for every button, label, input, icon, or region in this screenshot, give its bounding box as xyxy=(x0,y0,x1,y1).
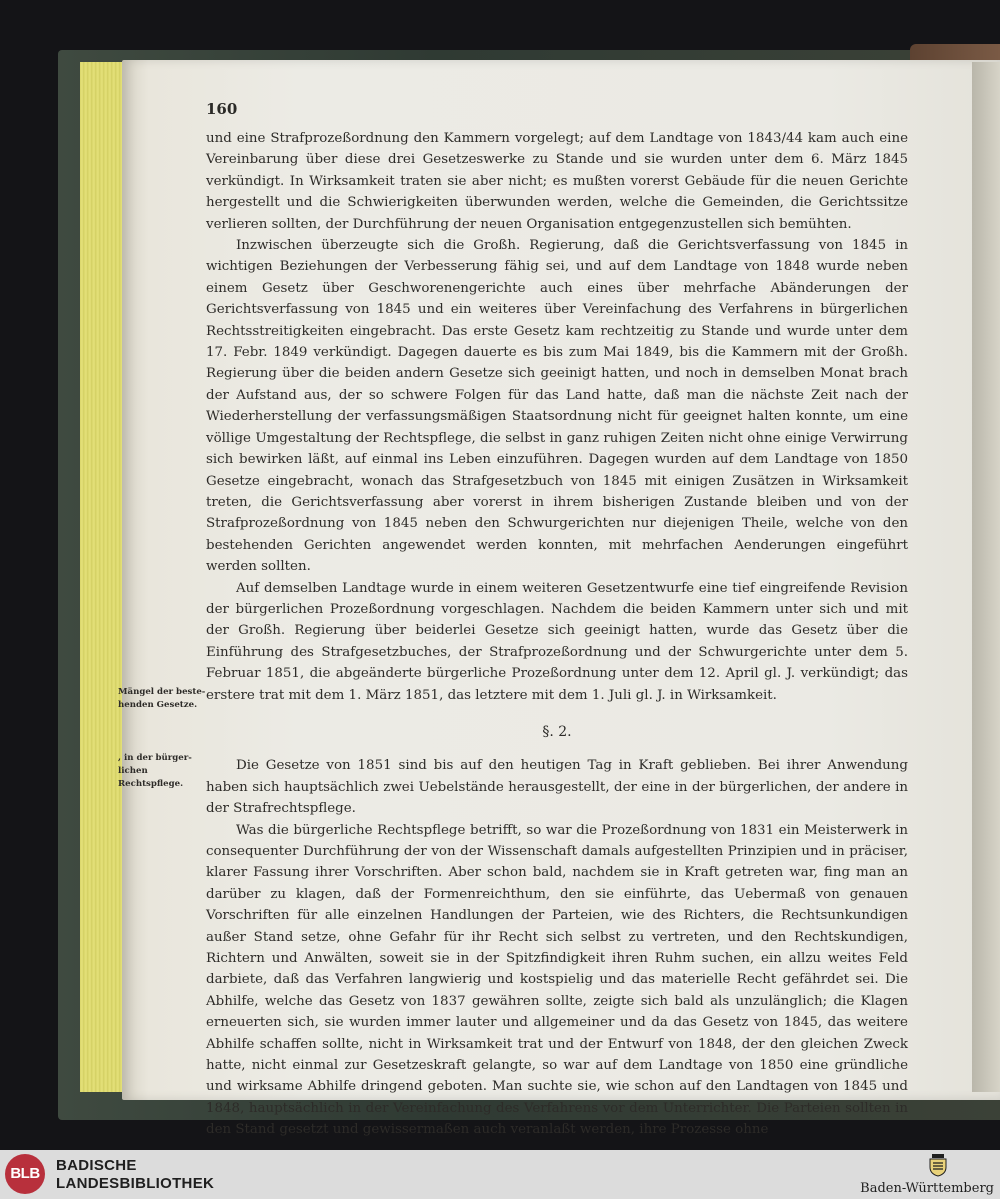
marginal-note-line: henden Gesetze. xyxy=(118,700,198,710)
state-name[interactable]: Baden-Württemberg xyxy=(860,1181,994,1196)
marginal-note-line: lichen Rechtspflege. xyxy=(118,766,184,789)
state-crest-icon xyxy=(924,1153,952,1177)
viewer-footer xyxy=(0,1150,1000,1199)
library-name[interactable] xyxy=(56,1157,214,1193)
page-number: 160 xyxy=(206,100,238,118)
paragraph: Die Gesetze von 1851 sind bis auf den heutigen Tag in Kraft geblieben. Bei ihrer Anwendung haben sich hauptsächlich zwei Uebelstände herausgestellt, der eine in der bürgerlichen, der andere in der Strafrechtspflege. xyxy=(206,758,908,817)
page-body xyxy=(206,128,908,1141)
paragraph: Inzwischen überzeugte sich die Großh. Regierung, daß die Gerichtsverfassung von 1845 in wichtigen Beziehungen der Verbesserung fähig sei, und auf dem Landtage von 1848 wurde neben einem Gesetz über Geschworenengerichte auch eines über mehrfache Abänderungen der Gerichtsverfassung von 1845 und ein weiteres über Vereinfachung des Verfahrens in bürgerlichen Rechtsstreitigkeiten eingebracht. Das erste Gesetz kam rechtzeitig zu Stande und wurde unter dem 17. Febr. 1849 verkündigt. Dagegen dauerte es bis zum Mai 1849, bis die Kammern mit der Großh. Regierung über die beiden andern Gesetze sich geeinigt hatten, und noch in demselben Monat brach der Aufstand aus, der so schwere Folgen für das Land hatte, daß man die nächste Zeit nach der Wiederherstellung der verfassungsmäßigen Staatsordnung nicht für geeignet halten konnte, um eine völlige Umgestaltung der Rechtspflege, die selbst in ganz ruhigen Zeiten nicht ohne einige Verwirrung sich bewirken läßt, auf einmal ins Leben einzuführen. Dagegen wurden auf dem Landtage von 1850 Gesetze eingebracht, wonach das Strafgesetzbuch von 1845 mit einigen Zusätzen in Wirksamkeit treten, die Gerichtsverfassung aber vorerst in ihrem bisherigen Zustande bleiben und von der Strafprozeßordnung von 1845 neben den Schwurgerichten nur diejenigen Theile, welche von den bestehenden Gerichten angewendet werden konnten, mit mehrfachen Aenderungen eingeführt werden sollten. xyxy=(206,238,908,575)
library-name-line: LANDESBIBLIOTHEK xyxy=(56,1175,215,1192)
library-name-line: BADISCHE xyxy=(56,1157,137,1174)
paragraph: und eine Strafprozeßordnung den Kammern vorgelegt; auf dem Landtage von 1843/44 kam auch eine Vereinbarung über diese drei Gesetzeswerke zu Stande und sie wurden unter dem 6. März 1845 verkündigt. In Wirksamkeit traten sie aber nicht; es mußten vorerst Gebäude für die neuen Gerichte hergestellt und die Schwierigkeiten überwunden werden, welche die Gemeinden, die Gerichtssitze verlieren sollten, der Durchführung der neuen Organisation entgegenzustellen sich bemühten. xyxy=(206,131,908,232)
blb-logo-icon[interactable]: BLB xyxy=(5,1154,45,1194)
marginal-note-line: Mängel der beste- xyxy=(118,687,206,697)
marginal-note xyxy=(118,752,206,791)
facing-page-edge xyxy=(972,62,1000,1092)
paragraph: Auf demselben Landtage wurde in einem weiteren Gesetzentwurfe eine tief eingreifende Revision der bürgerlichen Prozeßordnung vorgeschlagen. Nachdem die beiden Kammern unter sich und mit der Großh. Regierung über beiderlei Gesetze sich geeinigt hatten, wurde das Gesetz über die Einführung des Strafgesetzbuches, der Strafprozeßordnung und der Schwurgerichte unter dem 5. Februar 1851, die abgeänderte bürgerliche Prozeßordnung unter dem 12. April gl. J. verkündigt; das erstere trat mit dem 1. März 1851, das letztere mit dem 1. Juli gl. J. in Wirksamkeit. xyxy=(206,580,908,703)
marginal-note xyxy=(118,686,206,712)
section-heading: §. 2. xyxy=(542,723,572,740)
marginal-note-line: , in der bürger- xyxy=(118,753,192,763)
page-edges xyxy=(80,62,128,1092)
paragraph: Was die bürgerliche Rechtspflege betrifft, so war die Prozeßordnung von 1831 ein Meisterwerk in consequenter Durchführung der von der Wissenschaft damals aufgestellten Prinzipien und in präciser, klarer Fassung ihrer Vorschriften. Aber schon bald, nachdem sie in Kraft getreten war, fing man an darüber zu klagen, daß der Formenreichthum, den sie einführte, das Uebermaß von genauen Vorschriften für alle einzelnen Handlungen der Parteien, wie des Richters, die Rechtsunkundigen außer Stand setze, ohne Gefahr für ihr Recht sich selbst zu vertreten, und den Rechtskundigen, Richtern und Anwälten, soweit sie in der Spitzfindigkeit ihren Ruhm suchen, ein allzu weites Feld darbiete, daß das Verfahren langwierig und kostspielig und das materielle Recht gefährdet sei. Die Abhilfe, welche das Gesetz von 1837 gewähren sollte, zeigte sich bald als unzulänglich; die Klagen erneuerten sich, sie wurden immer lauter und allgemeiner und da das Gesetz von 1845, das weitere Abhilfe schaffen sollte, nicht in Wirksamkeit trat und der Entwurf von 1848, der den gleichen Zweck hatte, nicht einmal zur Gesetzeskraft gelangte, so war auf dem Landtage von 1850 eine gründliche und wirksame Abhilfe dringend geboten. Man suchte sie, wie schon auf den Landtagen von 1845 und 1848, hauptsächlich in der Vereinfachung des Verfahrens vor dem Unterrichter. Die Parteien sollten in den Stand gesetzt und gewissermaßen auch veranlaßt werden, ihre Prozesse ohne xyxy=(206,822,908,1138)
